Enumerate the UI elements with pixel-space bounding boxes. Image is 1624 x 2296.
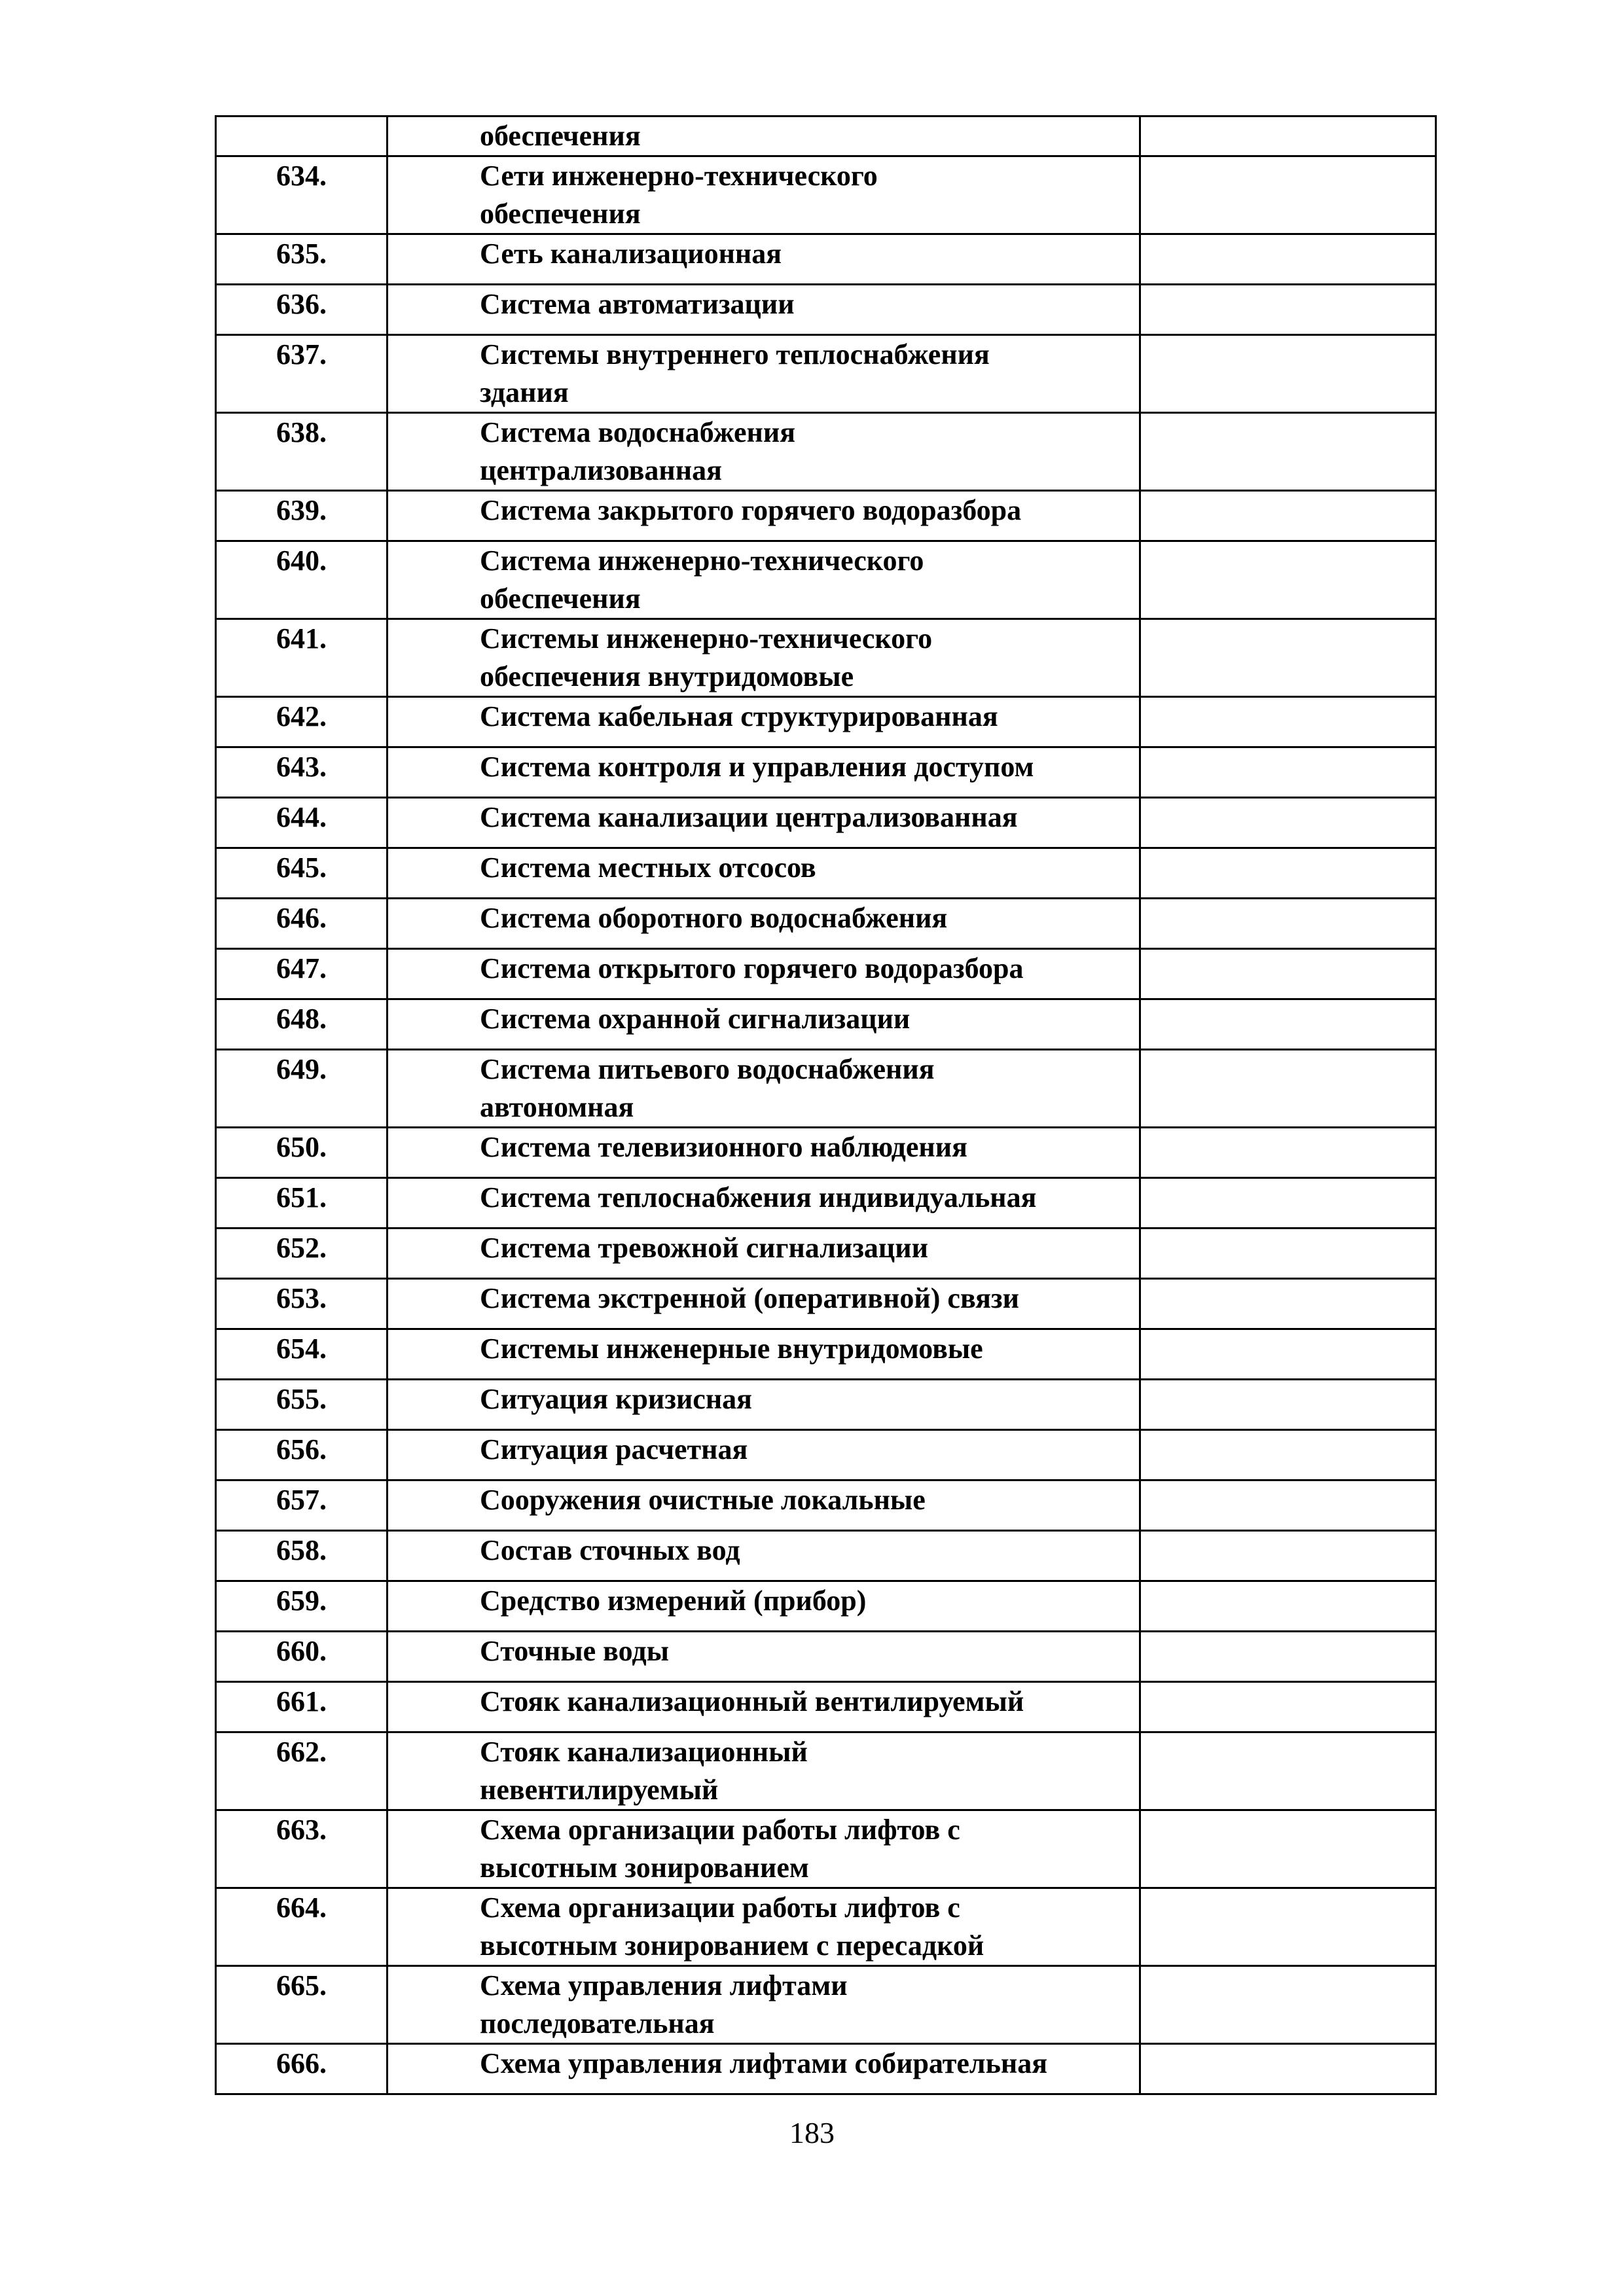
term-cell: Система охранной сигнализации: [388, 999, 1140, 1050]
table-row: [216, 1632, 1436, 1682]
term-cell: Система телевизионного наблюдения: [388, 1128, 1140, 1178]
term-cell: Системы инженерные внутридомовые: [388, 1329, 1140, 1380]
table-row: [216, 848, 1436, 899]
table-row: [216, 491, 1436, 541]
term-cell: Система местных отсосов: [388, 848, 1140, 899]
row-number: 666.: [276, 2047, 327, 2079]
row-number: 656.: [276, 1433, 327, 1465]
row-number: 650.: [276, 1131, 327, 1163]
term-cell: Система теплоснабжения индивидуальная: [388, 1178, 1140, 1229]
row-number-cell: [216, 1128, 388, 1178]
term-cell: Сеть канализационная: [388, 234, 1140, 285]
term-cell: Сооружения очистные локальные: [388, 1480, 1140, 1531]
row-number: 645.: [276, 852, 327, 884]
table-row: [216, 619, 1436, 697]
row-number-cell: [216, 1888, 388, 1966]
row-number: 664.: [276, 1892, 327, 1924]
note-cell: [1140, 234, 1436, 285]
note-cell: [1140, 1279, 1436, 1329]
term-cell: Система открытого горячего водоразбора: [388, 949, 1140, 999]
term-cell: Ситуация расчетная: [388, 1430, 1140, 1480]
term-cell: Система закрытого горячего водоразбора: [388, 491, 1140, 541]
note-cell: [1140, 285, 1436, 335]
table-row: [216, 1329, 1436, 1380]
row-number: 636.: [276, 288, 327, 320]
term-cell: Схема организации работы лифтов с высотным зонированием с пересадкой: [388, 1888, 1140, 1966]
note-cell: [1140, 1682, 1436, 1732]
row-number: 660.: [276, 1635, 327, 1667]
row-number: 651.: [276, 1181, 327, 1213]
row-number: 652.: [276, 1232, 327, 1264]
row-number-cell: [216, 1050, 388, 1128]
note-cell: [1140, 697, 1436, 747]
row-number-cell: [216, 1966, 388, 2044]
note-cell: [1140, 747, 1436, 798]
row-number-cell: [216, 491, 388, 541]
row-number-cell: [216, 1480, 388, 1531]
row-number: 647.: [276, 952, 327, 984]
table-row: [216, 899, 1436, 949]
row-number-cell: [216, 413, 388, 491]
row-number: 655.: [276, 1383, 327, 1415]
table-row: [216, 798, 1436, 848]
table-row: [216, 999, 1436, 1050]
row-number: 638.: [276, 416, 327, 448]
row-number-cell: [216, 899, 388, 949]
row-number-cell: [216, 541, 388, 619]
row-number: 648.: [276, 1003, 327, 1035]
note-cell: [1140, 117, 1436, 156]
row-number: 643.: [276, 751, 327, 783]
row-number-cell: [216, 1380, 388, 1430]
row-number-cell: [216, 285, 388, 335]
term-cell: Схема организации работы лифтов с высотным зонированием: [388, 1810, 1140, 1888]
row-number-cell: [216, 1430, 388, 1480]
term-cell: Система инженерно-технического обеспечения: [388, 541, 1140, 619]
row-number-cell: [216, 798, 388, 848]
note-cell: [1140, 1888, 1436, 1966]
note-cell: [1140, 1329, 1436, 1380]
term-cell: Состав сточных вод: [388, 1531, 1140, 1581]
row-number: 639.: [276, 494, 327, 526]
term-cell: Ситуация кризисная: [388, 1380, 1140, 1430]
note-cell: [1140, 949, 1436, 999]
table-row: [216, 1732, 1436, 1810]
note-cell: [1140, 619, 1436, 697]
note-cell: [1140, 1810, 1436, 1888]
row-number: 646.: [276, 902, 327, 934]
table-row: [216, 335, 1436, 413]
term-cell: Система автоматизации: [388, 285, 1140, 335]
row-number: 640.: [276, 545, 327, 577]
row-number: 644.: [276, 801, 327, 833]
page-number: 183: [789, 2116, 835, 2149]
term-cell: Средство измерений (прибор): [388, 1581, 1140, 1632]
row-number: 657.: [276, 1484, 327, 1516]
note-cell: [1140, 2044, 1436, 2094]
term-cell: Схема управления лифтами последовательная: [388, 1966, 1140, 2044]
term-cell: Система водоснабжения централизованная: [388, 413, 1140, 491]
row-number-cell: [216, 1810, 388, 1888]
table-row: [216, 1050, 1436, 1128]
row-number: 662.: [276, 1736, 327, 1768]
row-number: 661.: [276, 1685, 327, 1717]
row-number: 659.: [276, 1585, 327, 1617]
table-row: [216, 1128, 1436, 1178]
row-number-cell: [216, 2044, 388, 2094]
row-number-cell: [216, 1581, 388, 1632]
row-number-cell: [216, 619, 388, 697]
table-row: [216, 117, 1436, 156]
note-cell: [1140, 1531, 1436, 1581]
term-cell: Система контроля и управления доступом: [388, 747, 1140, 798]
row-number-cell: [216, 156, 388, 234]
table-row: [216, 413, 1436, 491]
row-number: 653.: [276, 1282, 327, 1314]
table-row: [216, 1229, 1436, 1279]
row-number: 637.: [276, 338, 327, 370]
row-number: 649.: [276, 1053, 327, 1085]
table-row: [216, 1682, 1436, 1732]
row-number: 634.: [276, 160, 327, 192]
term-cell: Система оборотного водоснабжения: [388, 899, 1140, 949]
row-number-cell: [216, 1329, 388, 1380]
note-cell: [1140, 1480, 1436, 1531]
table-row: [216, 1966, 1436, 2044]
note-cell: [1140, 156, 1436, 234]
row-number-cell: [216, 1732, 388, 1810]
term-cell: Система питьевого водоснабжения автономная: [388, 1050, 1140, 1128]
row-number-cell: [216, 697, 388, 747]
table-row: [216, 1430, 1436, 1480]
note-cell: [1140, 1966, 1436, 2044]
row-number-cell: [216, 117, 388, 156]
note-cell: [1140, 1732, 1436, 1810]
row-number: 642.: [276, 700, 327, 732]
note-cell: [1140, 1430, 1436, 1480]
row-number-cell: [216, 848, 388, 899]
terms-table: [215, 115, 1437, 2095]
row-number-cell: [216, 1178, 388, 1229]
note-cell: [1140, 1050, 1436, 1128]
note-cell: [1140, 541, 1436, 619]
note-cell: [1140, 413, 1436, 491]
term-cell: Система кабельная структурированная: [388, 697, 1140, 747]
row-number: 635.: [276, 238, 327, 270]
row-number-cell: [216, 1632, 388, 1682]
table-row: [216, 1810, 1436, 1888]
note-cell: [1140, 1178, 1436, 1229]
term-cell: Системы инженерно-технического обеспечения внутридомовые: [388, 619, 1140, 697]
terms-table-body: [216, 117, 1436, 2094]
row-number-cell: [216, 999, 388, 1050]
table-row: [216, 1178, 1436, 1229]
note-cell: [1140, 848, 1436, 899]
table-row: [216, 1581, 1436, 1632]
term-cell: Стояк канализационный вентилируемый: [388, 1682, 1140, 1732]
row-number-cell: [216, 1279, 388, 1329]
row-number: 663.: [276, 1814, 327, 1846]
term-cell: Сети инженерно-технического обеспечения: [388, 156, 1140, 234]
note-cell: [1140, 1632, 1436, 1682]
row-number: 665.: [276, 1969, 327, 2001]
table-row: [216, 1531, 1436, 1581]
table-row: [216, 747, 1436, 798]
note-cell: [1140, 899, 1436, 949]
row-number-cell: [216, 335, 388, 413]
note-cell: [1140, 491, 1436, 541]
table-row: [216, 697, 1436, 747]
term-cell: Схема управления лифтами собирательная: [388, 2044, 1140, 2094]
row-number-cell: [216, 1229, 388, 1279]
table-row: [216, 234, 1436, 285]
note-cell: [1140, 1380, 1436, 1430]
row-number-cell: [216, 747, 388, 798]
note-cell: [1140, 1581, 1436, 1632]
term-cell: обеспечения: [388, 117, 1140, 156]
term-cell: Система тревожной сигнализации: [388, 1229, 1140, 1279]
table-row: [216, 1888, 1436, 1966]
row-number-cell: [216, 234, 388, 285]
table-row: [216, 1380, 1436, 1430]
table-row: [216, 285, 1436, 335]
row-number: 658.: [276, 1534, 327, 1566]
term-cell: Система экстренной (оперативной) связи: [388, 1279, 1140, 1329]
table-row: [216, 2044, 1436, 2094]
term-cell: Стояк канализационный невентилируемый: [388, 1732, 1140, 1810]
term-cell: Система канализации централизованная: [388, 798, 1140, 848]
note-cell: [1140, 335, 1436, 413]
table-row: [216, 1480, 1436, 1531]
note-cell: [1140, 1128, 1436, 1178]
term-cell: Сточные воды: [388, 1632, 1140, 1682]
table-row: [216, 1279, 1436, 1329]
row-number: 641.: [276, 622, 327, 655]
row-number-cell: [216, 1531, 388, 1581]
row-number-cell: [216, 949, 388, 999]
note-cell: [1140, 798, 1436, 848]
table-row: [216, 949, 1436, 999]
note-cell: [1140, 1229, 1436, 1279]
term-cell: Системы внутреннего теплоснабжения здания: [388, 335, 1140, 413]
row-number-cell: [216, 1682, 388, 1732]
note-cell: [1140, 999, 1436, 1050]
row-number: 654.: [276, 1333, 327, 1365]
table-row: [216, 541, 1436, 619]
table-row: [216, 156, 1436, 234]
